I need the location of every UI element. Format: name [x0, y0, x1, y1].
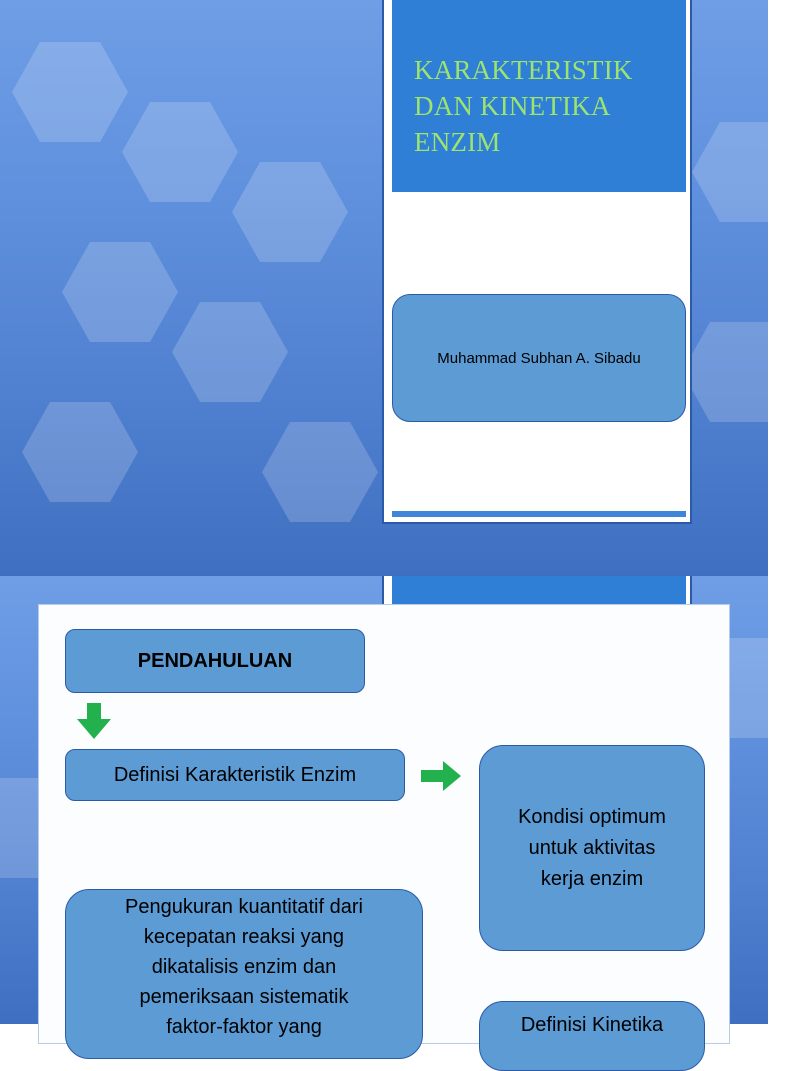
title-line: DAN KINETIKA [414, 91, 611, 121]
content-panel [38, 604, 730, 1044]
presentation-title [414, 52, 684, 160]
bottom-accent-bar [392, 511, 686, 517]
arrow-down-icon [77, 703, 111, 739]
kinetics-definition-label: Definisi Kinetika [520, 1014, 664, 1036]
quantitative-line: dikatalisis enzim dan [151, 956, 337, 978]
definition-label: Definisi Karakteristik Enzim [113, 763, 357, 786]
optimum-line: Kondisi optimum [518, 805, 666, 828]
optimum-line: untuk aktivitas [528, 836, 656, 859]
hexagon-decor [120, 100, 240, 204]
title-banner [392, 0, 686, 192]
hexagon-decor [20, 400, 140, 504]
title-line: ENZIM [414, 127, 501, 157]
slide-2 [0, 576, 768, 1038]
quantitative-box [65, 889, 423, 1059]
quantitative-line: kecepatan reaksi yang [143, 926, 345, 948]
author-box [392, 294, 686, 422]
hexagon-decor [260, 420, 380, 524]
optimum-line: kerja enzim [540, 867, 644, 890]
hexagon-decor [60, 240, 180, 344]
title-card [382, 0, 692, 524]
quantitative-line: pemeriksaan sistematik [139, 986, 349, 1008]
arrow-right-icon [421, 761, 461, 791]
hexagon-decor [690, 120, 810, 224]
definition-box [65, 749, 405, 801]
header-box [65, 629, 365, 693]
section-header: PENDAHULUAN [137, 649, 293, 672]
quantitative-line: Pengukuran kuantitatif dari [125, 896, 363, 918]
optimum-box [479, 745, 705, 951]
author-name: Muhammad Subhan A. Sibadu [437, 349, 641, 367]
quantitative-line: faktor-faktor yang [166, 1016, 322, 1038]
title-line: KARAKTERISTIK [414, 55, 633, 85]
kinetics-definition-box [479, 1001, 705, 1071]
hexagon-decor [10, 40, 130, 144]
hexagon-decor [230, 160, 350, 264]
hexagon-decor [170, 300, 290, 404]
hexagon-decor [680, 320, 800, 424]
